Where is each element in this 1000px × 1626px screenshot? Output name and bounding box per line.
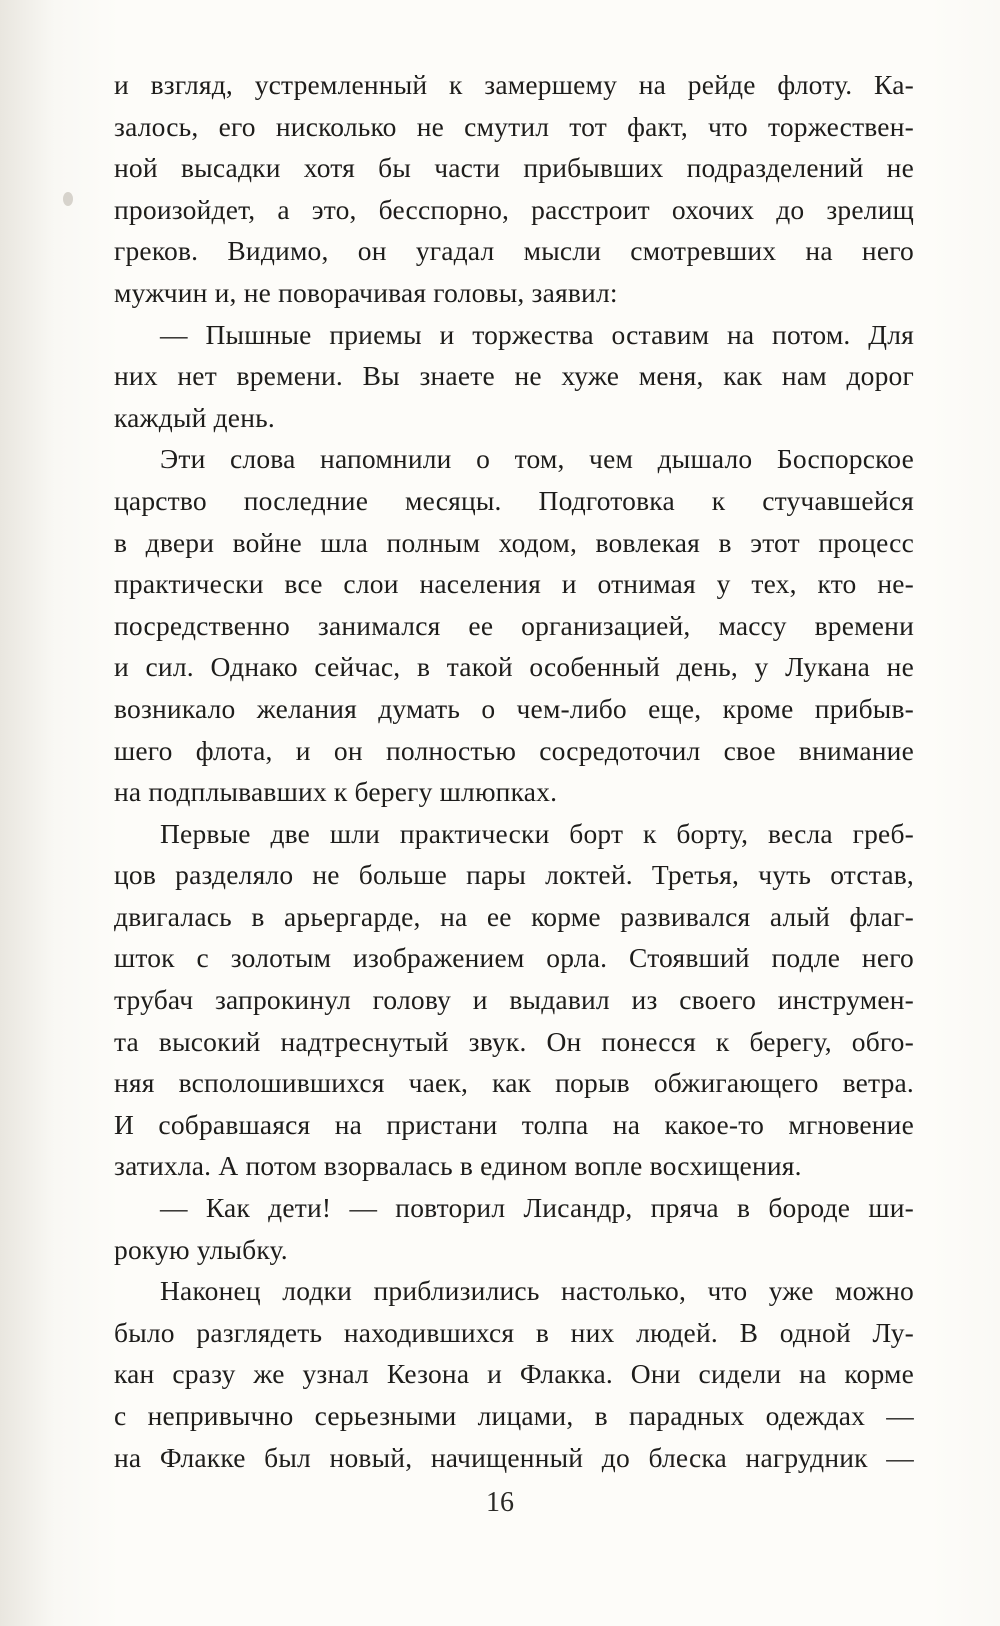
text-line: И собравшаяся на пристани толпа на какое-то мгновение: [114, 1108, 914, 1140]
text-line: и взгляд, устремленный к замершему на рейде флоту. Ка-: [114, 69, 914, 100]
text-line: было разглядеть находившихся в них людей. В одной Лу-: [114, 1316, 914, 1348]
paragraph: [114, 314, 914, 439]
scan-artifact: [63, 192, 73, 206]
text-line: на Флакке был новый, начищенный до блеска нагрудник —: [114, 1441, 914, 1473]
text-line: Первые две шли практически борт к борту, весла греб-: [160, 817, 914, 849]
paragraph: [114, 1187, 914, 1270]
text-line: произойдет, а это, бесспорно, расстроит охочих до зрелищ: [114, 193, 914, 225]
text-line: — Как дети! — повторил Лисандр, пряча в бороде ши-: [160, 1192, 914, 1224]
text-line: возникало желания думать о чем-либо еще, кроме прибыв-: [114, 692, 914, 724]
text-line: в двери войне шла полным ходом, вовлекая в этот процесс: [114, 526, 914, 558]
page-number: 16: [486, 1487, 514, 1518]
text-line: затихла. А потом взорвалась в едином вопле восхищения.: [114, 1150, 802, 1182]
text-line: и сил. Однако сейчас, в такой особенный день, у Лукана не: [114, 651, 914, 683]
text-line: трубач запрокинул голову и выдавил из своего инструмен-: [114, 984, 914, 1016]
text-line: залось, его нисколько не смутил тот факт, что торжествен-: [114, 110, 914, 142]
text-line: кан сразу же узнал Кезона и Флакка. Они сидели на корме: [114, 1358, 914, 1390]
text-line: царство последние месяцы. Подготовка к стучавшейся: [114, 484, 914, 516]
text-line: няя всполошившихся чаек, как порыв обжигающего ветра.: [114, 1067, 914, 1099]
text-line: двигалась в арьергарде, на ее корме развивался алый флаг-: [114, 900, 914, 932]
text-line: рокую улыбку.: [114, 1233, 288, 1265]
text-line: греков. Видимо, он угадал мысли смотревших на него: [114, 235, 914, 267]
text-line: та высокий надтреснутый звук. Он понесся к берегу, обго-: [114, 1025, 914, 1057]
text-line: на подплывавших к берегу шлюпках.: [114, 776, 558, 808]
paragraph: [114, 813, 914, 1187]
paragraph: [114, 1270, 914, 1478]
text-line: практически все слои населения и отнимая у тех, кто не-: [114, 568, 914, 600]
text-line: с непривычно серьезными лицами, в парадных одеждах —: [114, 1400, 914, 1431]
body-text: [114, 64, 914, 1478]
text-line: Наконец лодки приблизились настолько, что уже можно: [160, 1275, 914, 1307]
text-line: цов разделяло не больше пары локтей. Третья, чуть отстав,: [114, 859, 914, 891]
text-line: шток с золотым изображением орла. Стоявший подле него: [114, 942, 914, 974]
text-line: шего флота, и он полностью сосредоточил свое внимание: [114, 734, 914, 766]
paragraph: [114, 438, 914, 812]
text-line: ной высадки хотя бы части прибывших подразделений не: [114, 152, 914, 184]
text-line: посредственно занимался ее организацией, массу времени: [114, 609, 914, 641]
paragraph: [114, 64, 914, 314]
text-line: каждый день.: [114, 401, 275, 433]
text-line: Эти слова напомнили о том, чем дышало Боспорское: [160, 443, 914, 475]
text-line: — Пышные приемы и торжества оставим на потом. Для: [160, 318, 914, 350]
text-line: них нет времени. Вы знаете не хуже меня, как нам дорог: [114, 360, 914, 392]
text-line: мужчин и, не поворачивая головы, заявил:: [114, 276, 618, 308]
